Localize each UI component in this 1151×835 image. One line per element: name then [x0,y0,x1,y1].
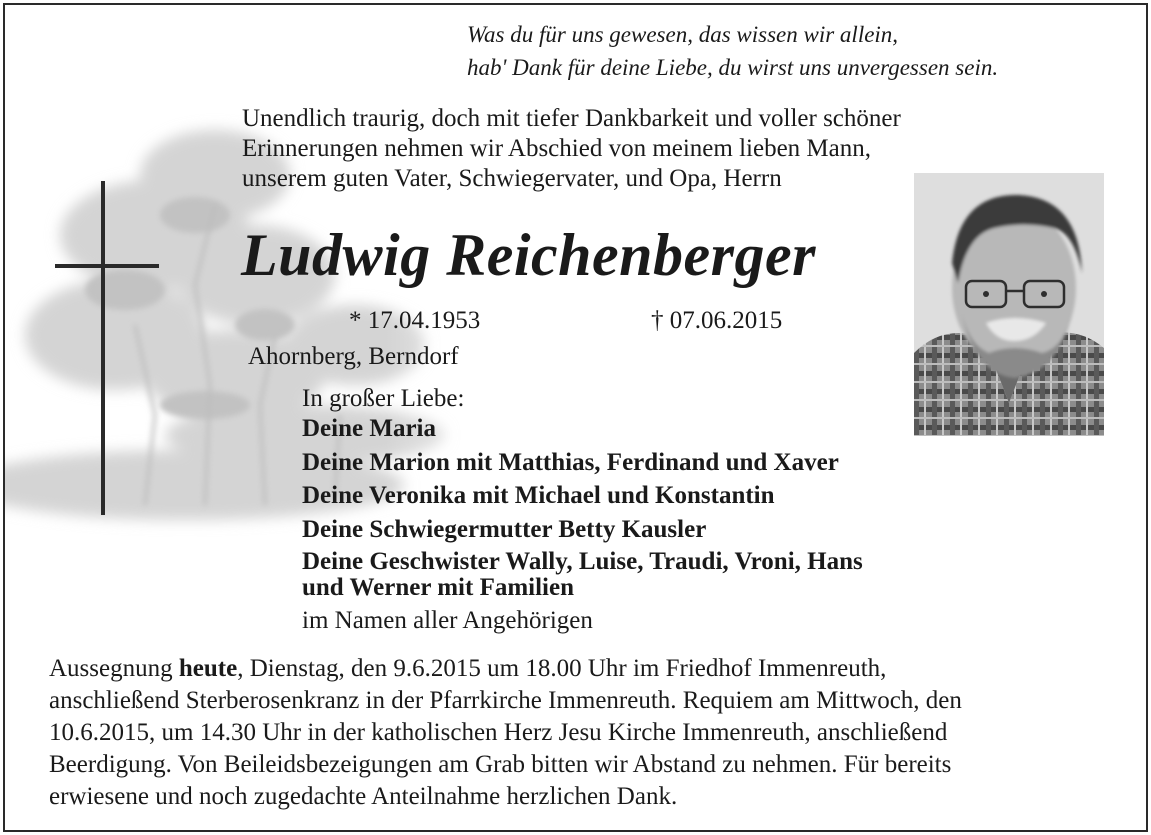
quote-line-1: Was du für uns gewesen, das wissen wir allein, [467,22,899,47]
service-emphasis: heute [178,655,238,682]
family-member: und Werner mit Familien [302,574,574,601]
deceased-name: Ludwig Reichenberger [241,222,816,288]
family-opening: In großer Liebe: [302,385,465,412]
service-text: , Dienstag, den 9.6.2015 um 18.00 Uhr im Friedhof Immenreuth, [237,655,887,682]
portrait-photo [914,173,1104,436]
death-date: † 07.06.2015 [651,307,783,334]
family-member: Deine Veronika mit Michael und Konstantin [302,482,775,509]
intro-line-3: unserem guten Vater, Schwiegervater, und Opa, Herrn [242,165,782,192]
family-closing: im Namen aller Angehörigen [302,607,593,634]
service-line-4: Beerdigung. Von Beileidsbezeigungen am Grab bitten wir Abstand zu nehmen. Für bereits [49,751,952,778]
intro-line-2: Erinnerungen nehmen wir Abschied von meinem lieben Mann, [242,135,872,162]
family-member: Deine Schwiegermutter Betty Kausler [302,516,707,543]
obituary-notice [3,3,1148,832]
service-text: Aussegnung [49,655,179,682]
service-line-2: anschließend Sterberosenkranz in der Pfarrkirche Immenreuth. Requiem am Mittwoch, den [49,687,962,714]
family-member: Deine Geschwister Wally, Luise, Traudi, Vroni, Hans [302,548,863,575]
hometown: Ahornberg, Berndorf [248,343,459,370]
intro-line-1: Unendlich traurig, doch mit tiefer Dankbarkeit und voller schöner [242,105,901,132]
cross-icon [101,181,105,515]
birth-date: * 17.04.1953 [349,307,481,334]
cross-icon-crossbar [55,264,159,268]
service-line-3: 10.6.2015, um 14.30 Uhr in der katholischen Herz Jesu Kirche Immenreuth, anschließend [49,719,948,746]
service-line-1 [49,655,886,683]
family-member: Deine Marion mit Matthias, Ferdinand und Xaver [302,449,839,476]
service-line-5: erwiesene und noch zugedachte Anteilnahme herzlichen Dank. [49,783,678,810]
family-member: Deine Maria [302,415,436,442]
quote-line-2: hab' Dank für deine Liebe, du wirst uns unvergessen sein. [467,55,999,80]
